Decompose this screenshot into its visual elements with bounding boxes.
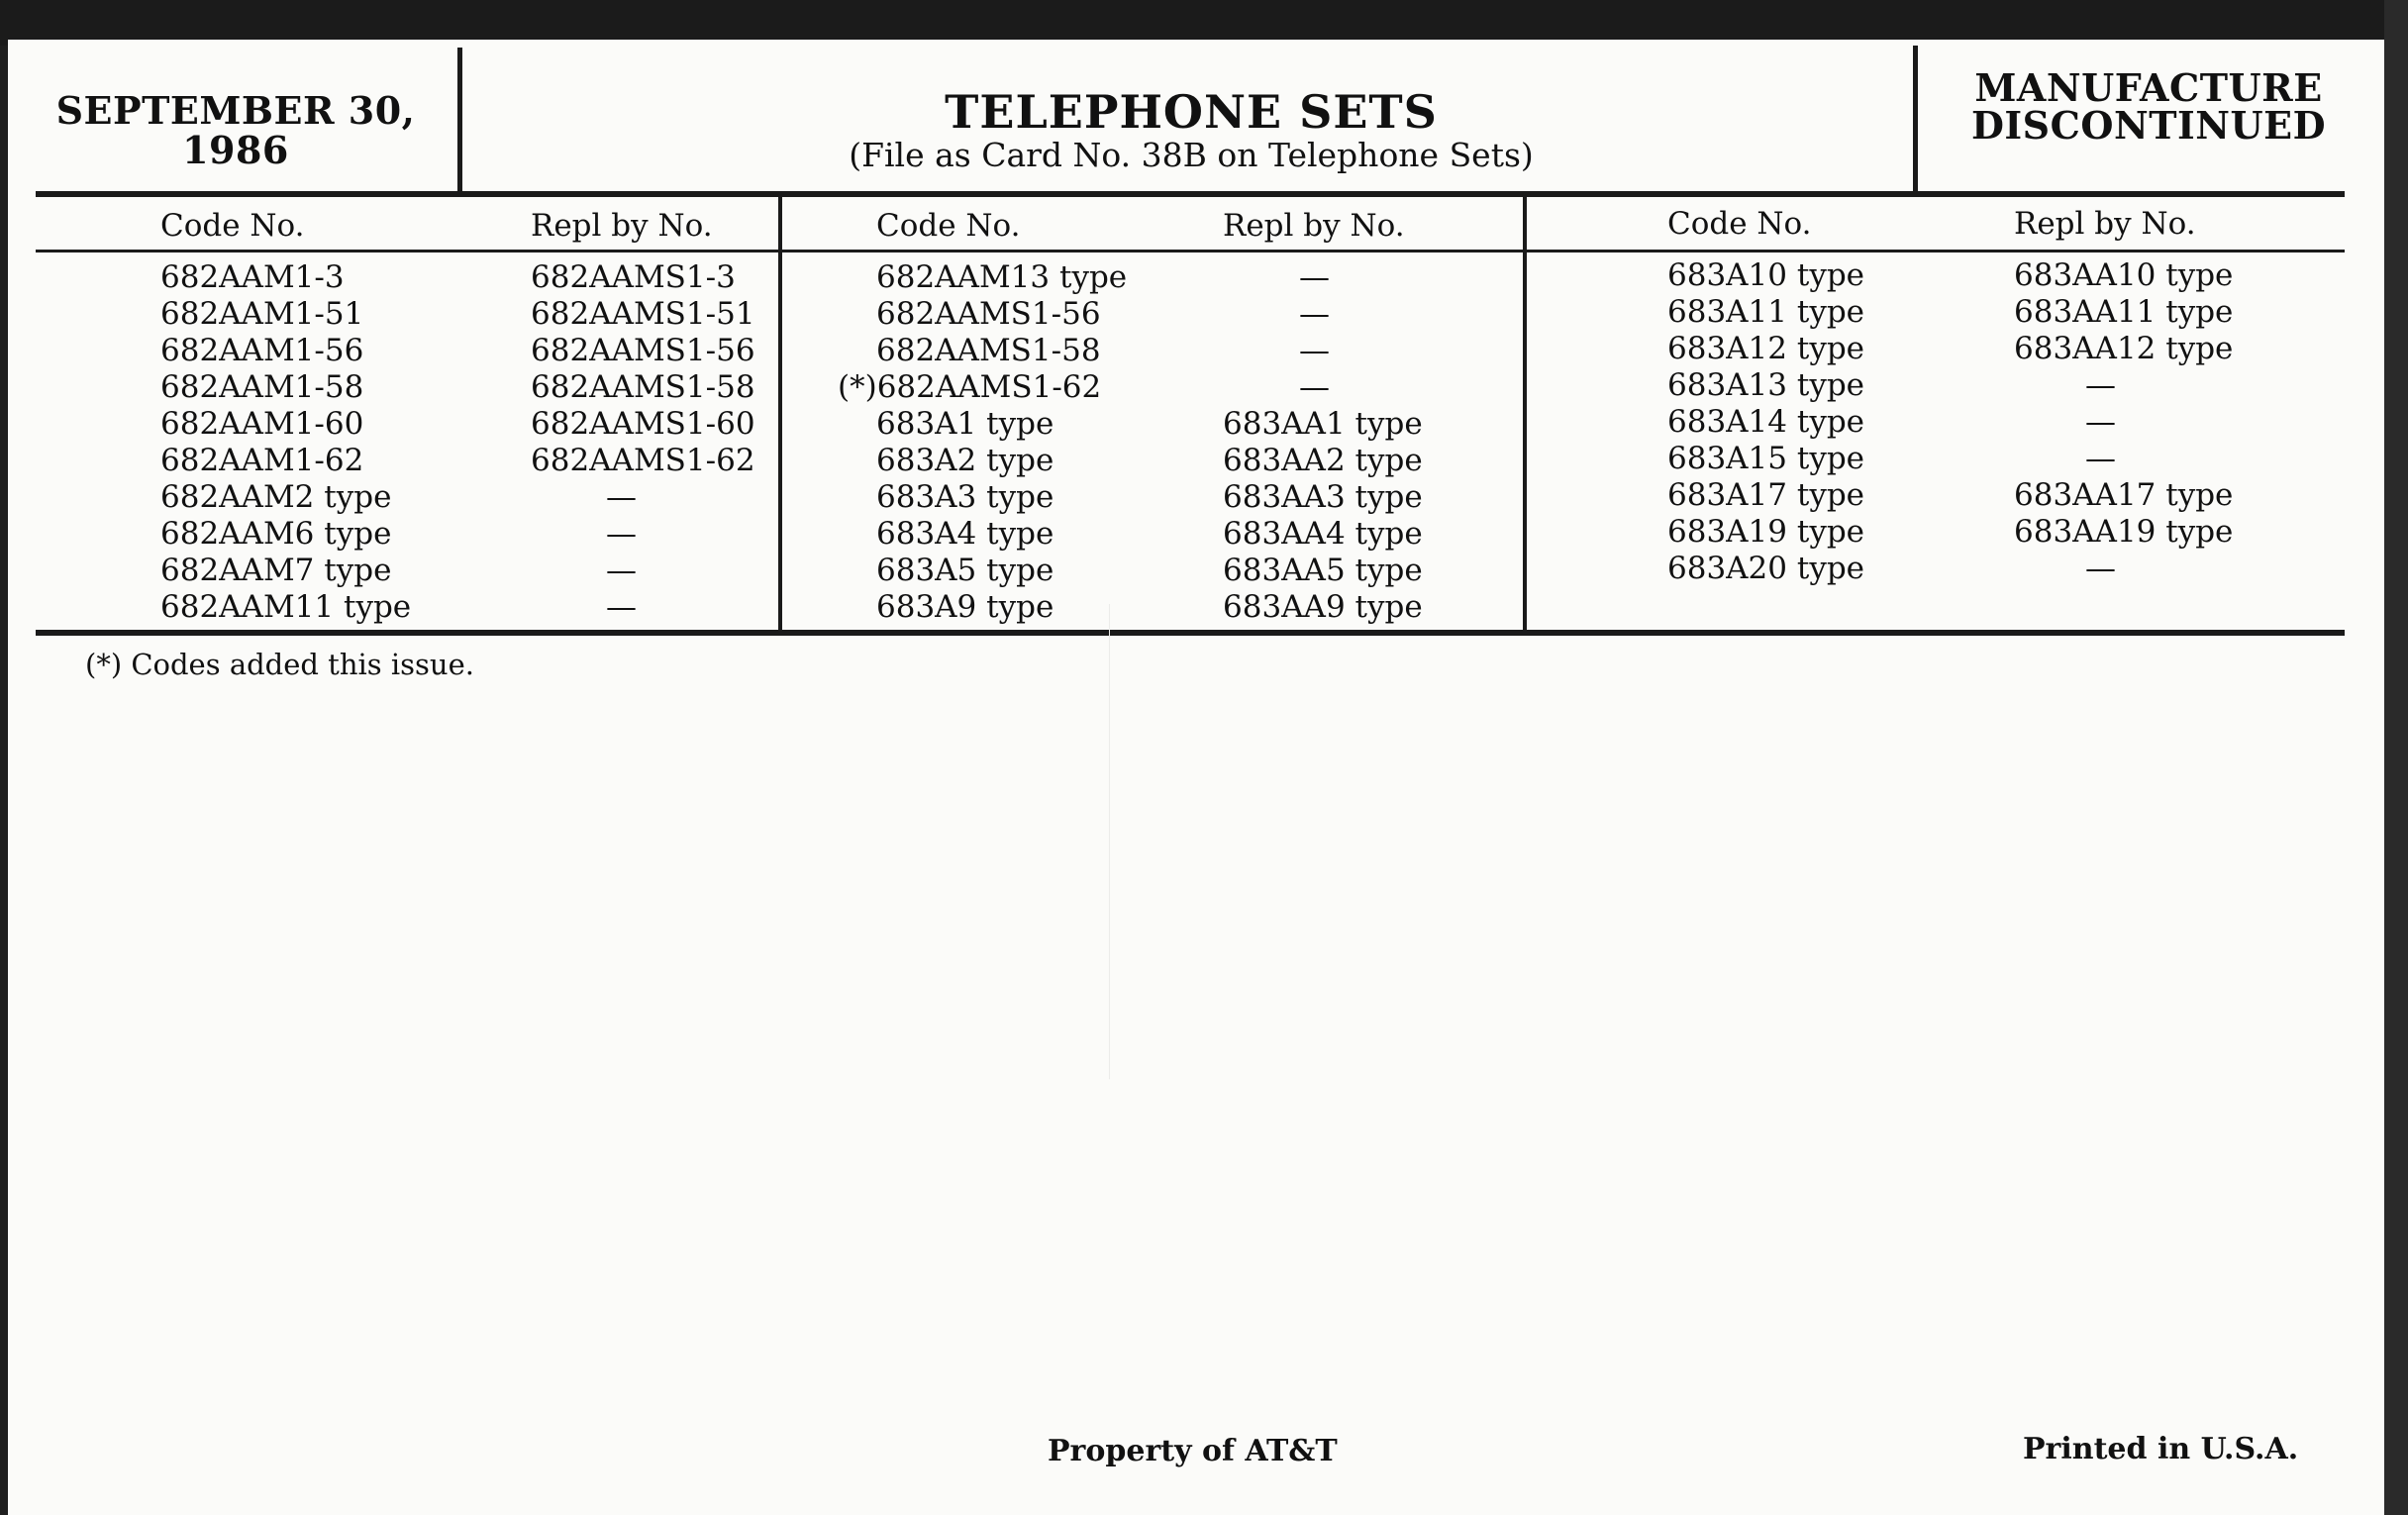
table-cell-code: 683A4 type: [876, 516, 1054, 552]
table-cell-code: 682AAM1-62: [160, 443, 364, 478]
footnote: (*) Codes added this issue.: [85, 648, 474, 681]
paper-fold-mark: [1109, 604, 1110, 1079]
status-line1: MANUFACTURE: [1974, 65, 2323, 110]
status-line2: DISCONTINUED: [1970, 103, 2327, 148]
table-cell-repl: —: [2085, 551, 2116, 586]
table-cell-code: 683A11 type: [1667, 294, 1865, 330]
table-cell-repl: 682AAMS1-56: [531, 333, 755, 368]
column-header-repl-3: Repl by No.: [2014, 206, 2196, 242]
table-cell-code: 682AAM11 type: [160, 589, 412, 625]
table-cell-repl: 682AAMS1-62: [531, 443, 755, 478]
table-cell-repl: —: [1299, 259, 1330, 295]
table-divider-1: [778, 194, 782, 634]
column-header-repl-2: Repl by No.: [1223, 208, 1405, 244]
table-cell-repl: 683AA11 type: [2014, 294, 2234, 330]
reference-card: [8, 40, 2384, 1515]
table-cell-repl: 683AA12 type: [2014, 331, 2234, 366]
table-cell-repl: —: [2085, 367, 2116, 403]
table-cell-code: 682AAMS1-58: [876, 333, 1101, 368]
table-cell-repl: —: [2085, 404, 2116, 440]
table-cell-repl: 683AA10 type: [2014, 257, 2234, 293]
table-cell-code: 683A14 type: [1667, 404, 1865, 440]
table-cell-repl: 683AA1 type: [1223, 406, 1423, 442]
table-top-rule: [36, 191, 2345, 197]
table-cell-code: 683A19 type: [1667, 514, 1865, 550]
table-cell-repl: 682AAMS1-3: [531, 259, 736, 295]
table-cell-repl: —: [1299, 296, 1330, 332]
table-cell-code: (*)682AAMS1-62: [838, 369, 1102, 405]
table-cell-code: 683A20 type: [1667, 551, 1865, 586]
title-block: [463, 87, 1919, 174]
table-cell-repl: —: [606, 479, 637, 515]
header-divider-right: [1913, 46, 1918, 196]
table-cell-repl: —: [606, 589, 637, 625]
table-cell-repl: 683AA17 type: [2014, 477, 2234, 513]
table-cell-code: 682AAM7 type: [160, 553, 392, 588]
table-cell-repl: —: [1299, 333, 1330, 368]
table-cell-code: 683A13 type: [1667, 367, 1865, 403]
table-cell-repl: 682AAMS1-51: [531, 296, 755, 332]
issue-date-line2: 1986: [182, 128, 289, 172]
status-label: [1941, 65, 2357, 148]
table-cell-repl: —: [2085, 441, 2116, 476]
table-cell-code: 683A1 type: [876, 406, 1054, 442]
footer-property: Property of AT&T: [1048, 1434, 1338, 1468]
table-cell-code: 683A5 type: [876, 553, 1054, 588]
footer-printed: Printed in U.S.A.: [2023, 1432, 2299, 1466]
table-cell-code: 683A2 type: [876, 443, 1054, 478]
table-cell-code: 682AAM1-60: [160, 406, 364, 442]
table-cell-code: 682AAM2 type: [160, 479, 392, 515]
scan-background-right: [2384, 0, 2408, 1515]
table-cell-code: 683A12 type: [1667, 331, 1865, 366]
table-cell-code: 682AAM6 type: [160, 516, 392, 552]
issue-date-line1: SEPTEMBER 30,: [55, 88, 416, 133]
table-cell-repl: 683AA9 type: [1223, 589, 1423, 625]
page-title: TELEPHONE SETS: [945, 85, 1438, 139]
column-header-code-1: Code No.: [160, 208, 305, 244]
column-header-code-3: Code No.: [1667, 206, 1812, 242]
table-cell-repl: 682AAMS1-60: [531, 406, 755, 442]
header-divider-left: [457, 48, 462, 194]
table-cell-code: 683A17 type: [1667, 477, 1865, 513]
table-cell-code: 682AAM1-58: [160, 369, 364, 405]
issue-date: [38, 88, 434, 172]
table-bottom-rule: [36, 630, 2345, 636]
column-header-code-2: Code No.: [876, 208, 1021, 244]
table-cell-code: 682AAMS1-56: [876, 296, 1101, 332]
table-cell-code: 682AAM1-56: [160, 333, 364, 368]
table-cell-code: 683A3 type: [876, 479, 1054, 515]
table-cell-code: 682AAM13 type: [876, 259, 1128, 295]
table-cell-repl: 683AA4 type: [1223, 516, 1423, 552]
table-cell-repl: 683AA3 type: [1223, 479, 1423, 515]
table-cell-code: 683A10 type: [1667, 257, 1865, 293]
header-bottom-rule: [36, 250, 2345, 252]
column-header-repl-1: Repl by No.: [531, 208, 713, 244]
table-cell-repl: 683AA5 type: [1223, 553, 1423, 588]
page-subtitle: (File as Card No. 38B on Telephone Sets): [849, 136, 1534, 174]
table-divider-2: [1523, 194, 1527, 634]
table-cell-code: 682AAM1-3: [160, 259, 345, 295]
table-cell-repl: 683AA19 type: [2014, 514, 2234, 550]
table-cell-repl: —: [1299, 369, 1330, 405]
table-cell-code: 683A9 type: [876, 589, 1054, 625]
table-cell-repl: —: [606, 516, 637, 552]
table-cell-code: 682AAM1-51: [160, 296, 364, 332]
table-cell-code: 683A15 type: [1667, 441, 1865, 476]
table-cell-repl: 683AA2 type: [1223, 443, 1423, 478]
table-cell-repl: 682AAMS1-58: [531, 369, 755, 405]
table-cell-repl: —: [606, 553, 637, 588]
